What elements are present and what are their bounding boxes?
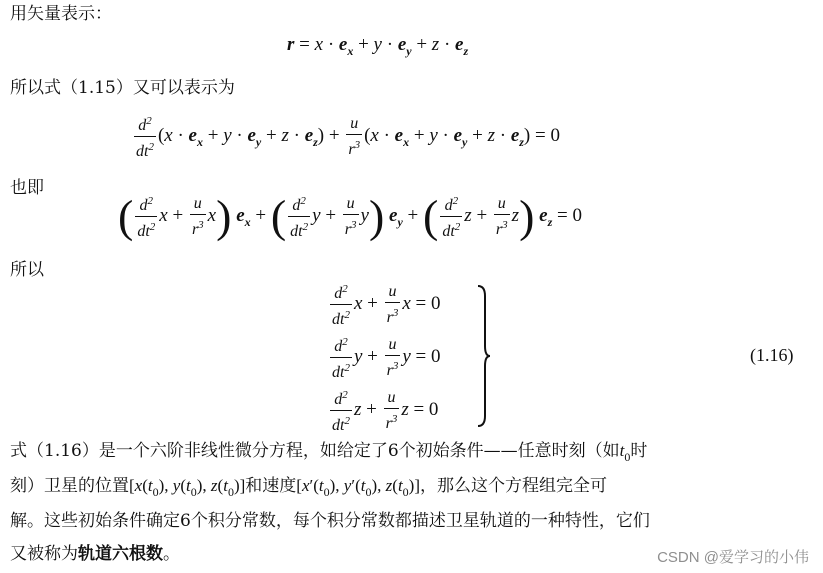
csdn-watermark: CSDN @爱学习的小伟 — [657, 549, 809, 566]
paragraph-line-4 — [10, 542, 180, 566]
paragraph-line-2: 刻）卫星的位置[$x(t_0)$, $y(t_0)$, $z(t_0)$]和速度[$x'(t_0)$, $y'(t_0)$, $z(t_0)$]，那么这个方程组完全可 — [10, 476, 607, 499]
text-p8a: 又被称为 — [10, 544, 78, 564]
equation-system-z: $\frac{d^2}{dt^2}$ z + $\frac{u}{r^3}$ z = 0 — [328, 386, 438, 435]
equation-r: $r = x \cdot e_x + y \cdot e_y + z \cdot e_z$ — [287, 34, 469, 58]
right-brace — [476, 284, 492, 428]
text-p6c: ，那么这个方程组完全可 — [420, 476, 607, 496]
text-p5a: 式（1.16）是一个六阶非线性微分方程，如给定了6个初始条件——任意时刻（如 — [10, 441, 620, 461]
paragraph-line-1: 式（1.16）是一个六阶非线性微分方程，如给定了6个初始条件——任意时刻（如$t_0$时 — [10, 441, 648, 464]
text-orbital-elements: 轨道六根数 — [78, 544, 163, 564]
paragraph-suoyi: 所以 — [10, 260, 44, 280]
paragraph-eq115: 所以式（1.15）又可以表示为 — [10, 78, 235, 98]
text-p5b: 时 — [630, 441, 648, 461]
text-p6b: 和速度 — [245, 476, 297, 496]
equation-expanded: $\frac{d^2}{dt^2}$ $(x \cdot e_x + y \cdot e_y + z \cdot e_z)$ + $\frac{u}{r^3}$ $(x \cdot e_x + y \cdot e_y + z \cdot e_z) = 0$ — [132, 112, 560, 161]
text-p8c: 。 — [163, 544, 180, 564]
equation-system-x: $\frac{d^2}{dt^2}$ x + $\frac{u}{r^3}$ x = 0 — [328, 280, 441, 329]
paragraph-yeji: 也即 — [10, 178, 44, 198]
text-p6a: 刻）卫星的位置 — [10, 476, 129, 496]
paragraph-intro: 用矢量表示： — [10, 4, 112, 24]
paragraph-line-3: 解。这些初始条件确定6个积分常数，每个积分常数都描述卫星轨道的一种特性，它们 — [10, 511, 650, 531]
equation-number: (1.16) — [750, 345, 794, 365]
equation-system-y: $\frac{d^2}{dt^2}$ y + $\frac{u}{r^3}$ y = 0 — [328, 333, 441, 382]
equation-components: ( $\frac{d^2}{dt^2}$ x + $\frac{u}{r^3}$ x) $e_x$ + ( $\frac{d^2}{dt^2}$ y + $\frac{u}{r^3}$ y) $e_y$ + ( $\frac{d^2}{dt^2}$ z + $\frac{u}{r^3}$ z) $e_z = 0$ — [118, 190, 582, 242]
